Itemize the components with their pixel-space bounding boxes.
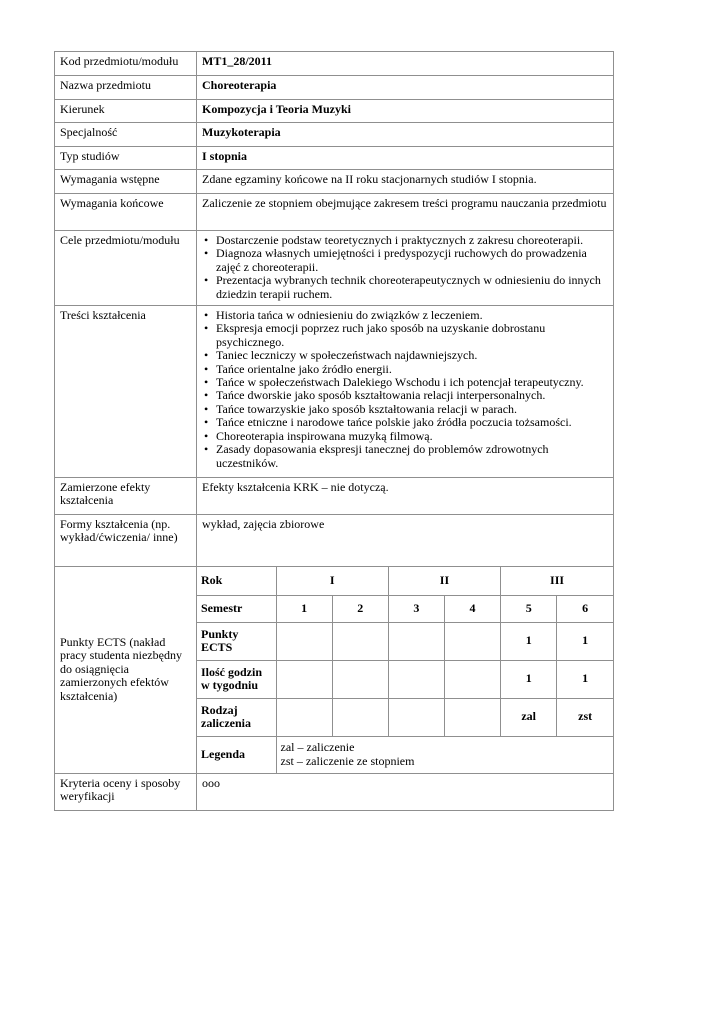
ects-row-points <box>197 622 613 660</box>
specialty: Muzykoterapia <box>197 123 614 147</box>
points-cell: 1 <box>557 622 613 660</box>
credit-type-cell <box>332 698 388 736</box>
row-label: Nazwa przedmiotu <box>55 76 197 100</box>
row-ects <box>55 567 614 774</box>
legend-line: zst – zaliczenie ze stopniem <box>280 753 415 768</box>
credit-type-cell <box>444 698 500 736</box>
list-item: • Zasady dopasowania ekspresji tanecznej do problemów zdrowotnych uczestników. <box>216 443 608 470</box>
semester-cell: 6 <box>557 595 613 622</box>
list-item: • Dostarczenie podstaw teoretycznych i praktycznych z zakresu choreoterapii. <box>216 234 608 247</box>
hours-cell: 1 <box>557 660 613 698</box>
list-item: • Choreoterapia inspirowana muzyką filmową. <box>216 430 608 443</box>
semester-cell: 5 <box>501 595 557 622</box>
list-item: • Prezentacja wybranych technik choreoterapeutycznych w odniesieniu do innych dziedzin terapii ruchem. <box>216 274 608 301</box>
row-tresci <box>55 306 614 478</box>
list-item: • Tańce etniczne i narodowe tańce polskie jako źródła poczucia tożsamości. <box>216 416 608 429</box>
entry-requirements: Zdane egzaminy końcowe na II roku stacjonarnych studiów I stopnia. <box>197 170 614 194</box>
field-of-study: Kompozycja i Teoria Muzyki <box>197 100 614 123</box>
row-formy <box>55 515 614 567</box>
semester-cell: 4 <box>444 595 500 622</box>
ects-row-credit-type <box>197 698 613 736</box>
list-item: • Tańce dworskie jako sposób kształtowania relacji interpersonalnych. <box>216 389 608 402</box>
row-label: Kierunek <box>55 100 197 123</box>
points-cell <box>332 622 388 660</box>
ects-punkty-label: Punkty ECTS <box>197 622 276 660</box>
list-item: • Tańce orientalne jako źródło energii. <box>216 363 608 376</box>
credit-type-cell: zal <box>501 698 557 736</box>
list-item: • Ekspresja emocji poprzez ruch jako sposób na uzyskanie dobrostanu psychicznego. <box>216 322 608 349</box>
credit-type-cell <box>388 698 444 736</box>
hours-cell <box>276 660 332 698</box>
ects-row-legend <box>197 736 613 773</box>
study-type: I stopnia <box>197 147 614 170</box>
row-label: Cele przedmiotu/modułu <box>55 231 197 306</box>
row-efekty <box>55 478 614 515</box>
ects-rok-label: Rok <box>197 567 276 595</box>
list-item: • Tańce w społeczeństwach Dalekiego Wschodu i ich potencjał terapeutyczny. <box>216 376 608 389</box>
course-code: MT1_28/2011 <box>197 52 614 76</box>
row-nazwa <box>55 76 614 100</box>
row-label: Specjalność <box>55 123 197 147</box>
hours-cell: 1 <box>501 660 557 698</box>
ects-rodzaj-label: Rodzaj zaliczenia <box>197 698 276 736</box>
legend-line: zal – zaliczenie <box>280 740 355 755</box>
row-kierunek <box>55 100 614 123</box>
year-cell: I <box>276 567 388 595</box>
credit-type-cell: zst <box>557 698 613 736</box>
ects-row-year <box>197 567 613 595</box>
credit-type-cell <box>276 698 332 736</box>
teaching-forms: wykład, zajęcia zbiorowe <box>197 515 614 567</box>
row-specjalnosc <box>55 123 614 147</box>
points-cell <box>444 622 500 660</box>
course-contents <box>197 306 614 478</box>
row-label: Kod przedmiotu/modułu <box>55 52 197 76</box>
course-objectives <box>197 231 614 306</box>
year-cell: III <box>501 567 613 595</box>
list-item: • Diagnoza własnych umiejętności i predyspozycji ruchowych do prowadzenia zajęć z choreoterapii. <box>216 247 608 274</box>
row-label: Kryteria oceny i sposoby weryfikacji <box>55 774 197 811</box>
row-label: Treści kształcenia <box>55 306 197 478</box>
row-label: Zamierzone efekty kształcenia <box>55 478 197 515</box>
assessment-criteria: ooo <box>197 774 614 811</box>
course-name: Choreoterapia <box>197 76 614 100</box>
row-label: Formy kształcenia (np. wykład/ćwiczenia/ inne) <box>55 515 197 567</box>
list-item: • Taniec leczniczy w społeczeństwach najdawniejszych. <box>216 349 608 362</box>
ects-cell <box>197 567 614 774</box>
hours-cell <box>332 660 388 698</box>
year-cell: II <box>388 567 500 595</box>
hours-cell <box>388 660 444 698</box>
row-cele <box>55 231 614 306</box>
row-label: Wymagania wstępne <box>55 170 197 194</box>
row-typ <box>55 147 614 170</box>
learning-outcomes: Efekty kształcenia KRK – nie dotyczą. <box>197 478 614 515</box>
points-cell <box>388 622 444 660</box>
ects-row-hours <box>197 660 613 698</box>
semester-cell: 1 <box>276 595 332 622</box>
points-cell <box>276 622 332 660</box>
row-wstepne <box>55 170 614 194</box>
legend-text <box>276 736 613 773</box>
row-koncowe <box>55 194 614 231</box>
hours-cell <box>444 660 500 698</box>
row-label: Typ studiów <box>55 147 197 170</box>
final-requirements: Zaliczenie ze stopniem obejmujące zakresem treści programu nauczania przedmiotu <box>197 194 614 231</box>
semester-cell: 3 <box>388 595 444 622</box>
list-item: • Historia tańca w odniesieniu do związków z leczeniem. <box>216 309 608 322</box>
semester-cell: 2 <box>332 595 388 622</box>
row-label: Wymagania końcowe <box>55 194 197 231</box>
ects-table <box>197 567 613 773</box>
row-kryteria <box>55 774 614 811</box>
ects-row-semester <box>197 595 613 622</box>
course-syllabus-table <box>54 51 614 811</box>
ects-legenda-label: Legenda <box>197 736 276 773</box>
list-item: • Tańce towarzyskie jako sposób kształtowania relacji w parach. <box>216 403 608 416</box>
row-kod <box>55 52 614 76</box>
points-cell: 1 <box>501 622 557 660</box>
ects-semestr-label: Semestr <box>197 595 276 622</box>
row-label: Punkty ECTS (nakład pracy studenta niezbędny do osiągnięcia zamierzonych efektów kształcenia) <box>55 567 197 774</box>
ects-godziny-label: Ilość godzin w tygodniu <box>197 660 276 698</box>
